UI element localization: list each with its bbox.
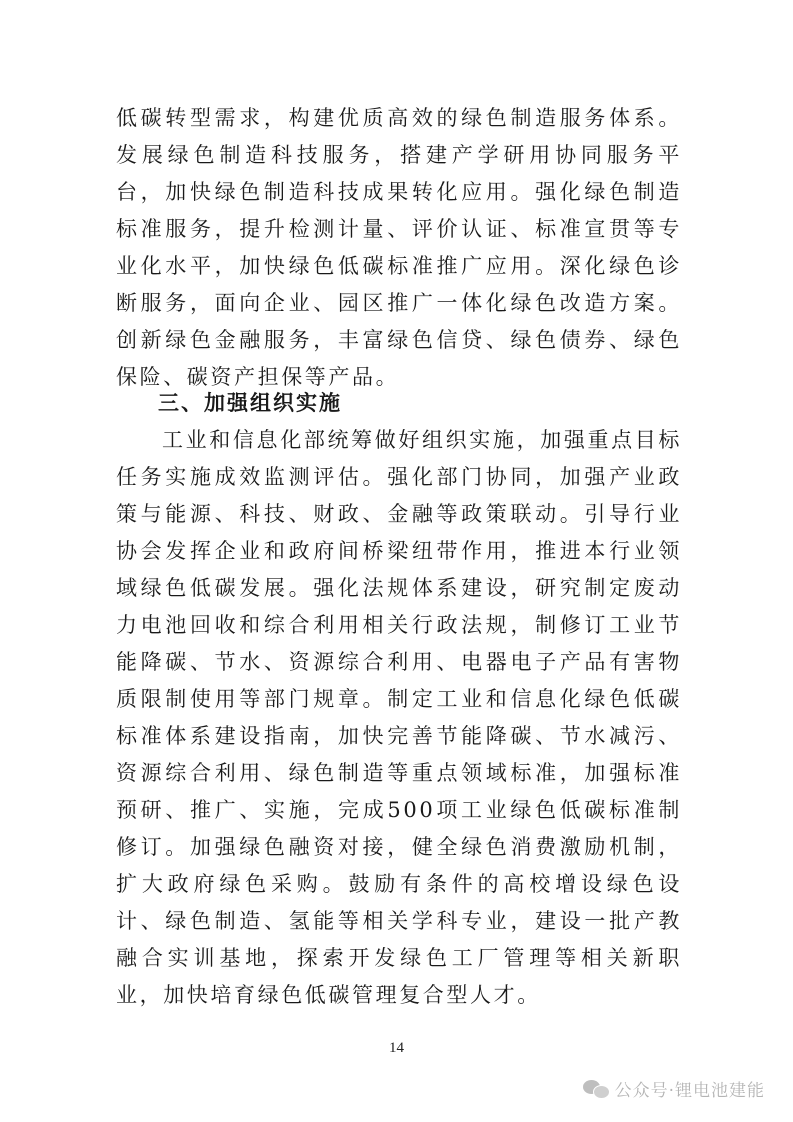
watermark	[583, 1076, 765, 1101]
section-heading: 三、加强组织实施	[158, 391, 342, 415]
page-number: 14	[389, 1040, 404, 1056]
watermark-text: 公众号·锂电池建能	[614, 1081, 765, 1101]
wechat-icon	[583, 1078, 609, 1100]
body-paragraph-1: 低碳转型需求，构建优质高效的绿色制造服务体系。发展绿色制造科技服务，搭建产学研用协同服务平台，加快绿色制造科技成果转化应用。强化绿色制造标准服务，提升检测计量、评价认证、标准宣贯等专业化水平，加快绿色低碳标准推广应用。深化绿色诊断服务，面向企业、园区推广一体化绿色改造方案。创新绿色金融服务，丰富绿色信贷、绿色债券、绿色保险、碳资产担保等产品。	[116, 106, 682, 389]
body-paragraph-2: 工业和信息化部统筹做好组织实施，加强重点目标任务实施成效监测评估。强化部门协同，加强产业政策与能源、科技、财政、金融等政策联动。引导行业协会发挥企业和政府间桥梁纽带作用，推进本行业领域绿色低碳发展。强化法规体系建设，研究制定废动力电池回收和综合利用相关行政法规，制修订工业节能降碳、节水、资源综合利用、电器电子产品有害物质限制使用等部门规章。制定工业和信息化绿色低碳标准体系建设指南，加快完善节能降碳、节水减污、资源综合利用、绿色制造等重点领域标准，加强标准预研、推广、实施，完成500项工业绿色低碳标准制修订。加强绿色融资对接，健全绿色消费激励机制，扩大政府绿色采购。鼓励有条件的高校增设绿色设计、绿色制造、氢能等相关学科专业，建设一批产教融合实训基地，探索开发绿色工厂管理等相关新职业，加快培育绿色低碳管理复合型人才。	[116, 428, 682, 1007]
